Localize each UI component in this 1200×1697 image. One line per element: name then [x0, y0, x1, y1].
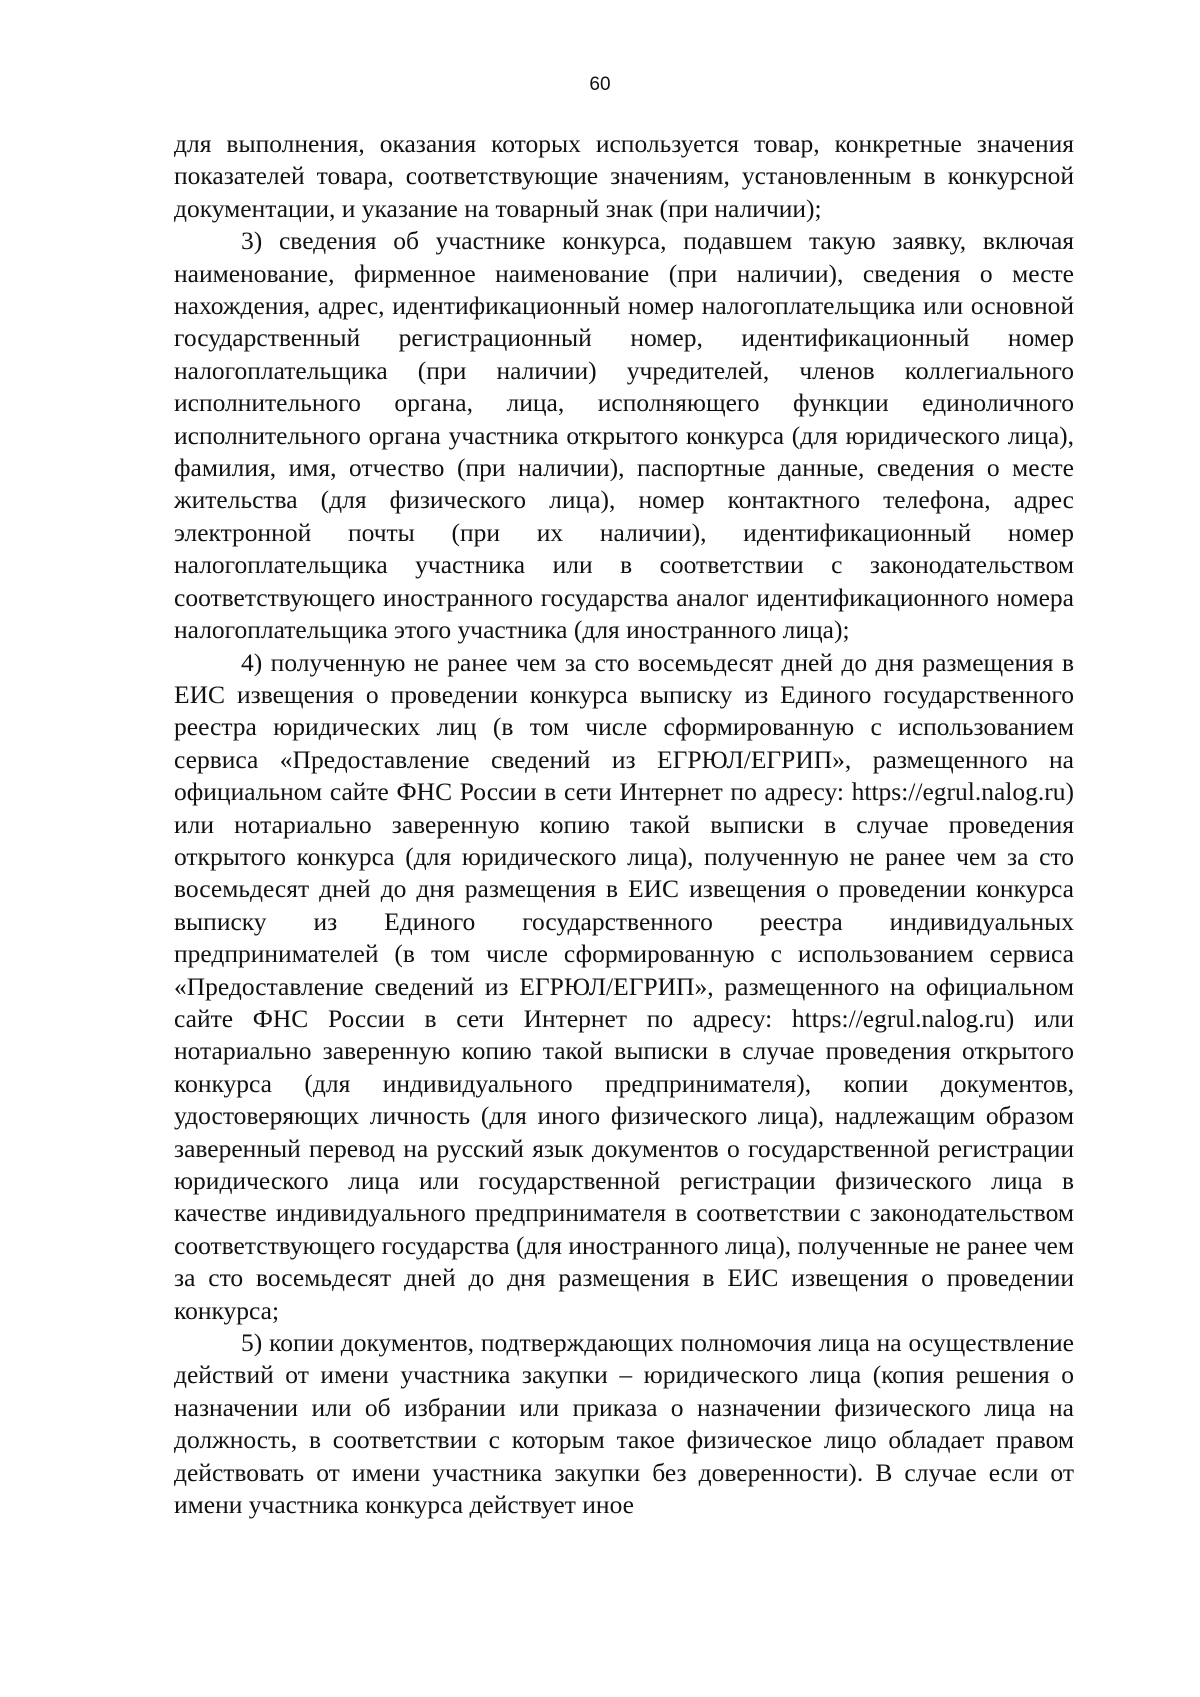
document-body — [174, 128, 1074, 1521]
paragraph-item-3: 3) сведения об участнике конкурса, подавшем такую заявку, включая наименование, фирменное наименование (при наличии), сведения о месте нахождения, адрес, идентификационный номер налогоплательщика или основной государственный регистрационный номер, идентификационный номер налогоплательщика (при наличии) учредителей, членов коллегиального исполнительного органа, лица, исполняющего функции единоличного исполнительного органа участника открытого конкурса (для юридического лица), фамилия, имя, отчество (при наличии), паспортные данные, сведения о месте жительства (для физического лица), номер контактного телефона, адрес электронной почты (при их наличии), идентификационный номер налогоплательщика участника или в соответствии с законодательством соответствующего иностранного государства аналог идентификационного номера налогоплательщика этого участника (для иностранного лица); — [174, 226, 1074, 645]
paragraph-item-5: 5) копии документов, подтверждающих полномочия лица на осуществление действий от имени участника закупки – юридического лица (копия решения о назначении или об избрании или приказа о назначении физического лица на должность, в соответствии с которым такое физическое лицо обладает правом действовать от имени участника закупки без доверенности). В случае если от имени участника конкурса действует иное — [174, 1328, 1074, 1520]
page-number: 60 — [589, 74, 611, 95]
paragraph-continuation: для выполнения, оказания которых используется товар, конкретные значения показателей товара, соответствующие значениям, установленным в конкурсной документации, и указание на товарный знак (при наличии); — [174, 129, 1074, 223]
paragraph-item-4: 4) полученную не ранее чем за сто восемьдесят дней до дня размещения в ЕИС извещения о проведении конкурса выписку из Единого государственного реестра юридических лиц (в том числе сформированную с использованием сервиса «Предоставление сведений из ЕГРЮЛ/ЕГРИП», размещенного на официальном сайте ФНС России в сети Интернет по адресу: https://egrul.nalog.ru) или нотариально заверенную копию такой выписки в случае проведения открытого конкурса (для юридического лица), полученную не ранее чем за сто восемьдесят дней до дня размещения в ЕИС извещения о проведении конкурса выписку из Единого государственного реестра индивидуальных предпринимателей (в том числе сформированную с использованием сервиса «Предоставление сведений из ЕГРЮЛ/ЕГРИП», размещенного на официальном сайте ФНС России в сети Интернет по адресу: https://egrul.nalog.ru) или нотариально заверенную копию такой выписки в случае проведения открытого конкурса (для индивидуального предпринимателя), копии документов, удостоверяющих личность (для иного физического лица), надлежащим образом заверенный перевод на русский язык документов о государственной регистрации юридического лица или государственной регистрации физического лица в качестве индивидуального предпринимателя в соответствии с законодательством соответствующего государства (для иностранного лица), полученные не ранее чем за сто восемьдесят дней до дня размещения в ЕИС извещения о проведении конкурса; — [174, 647, 1074, 1325]
